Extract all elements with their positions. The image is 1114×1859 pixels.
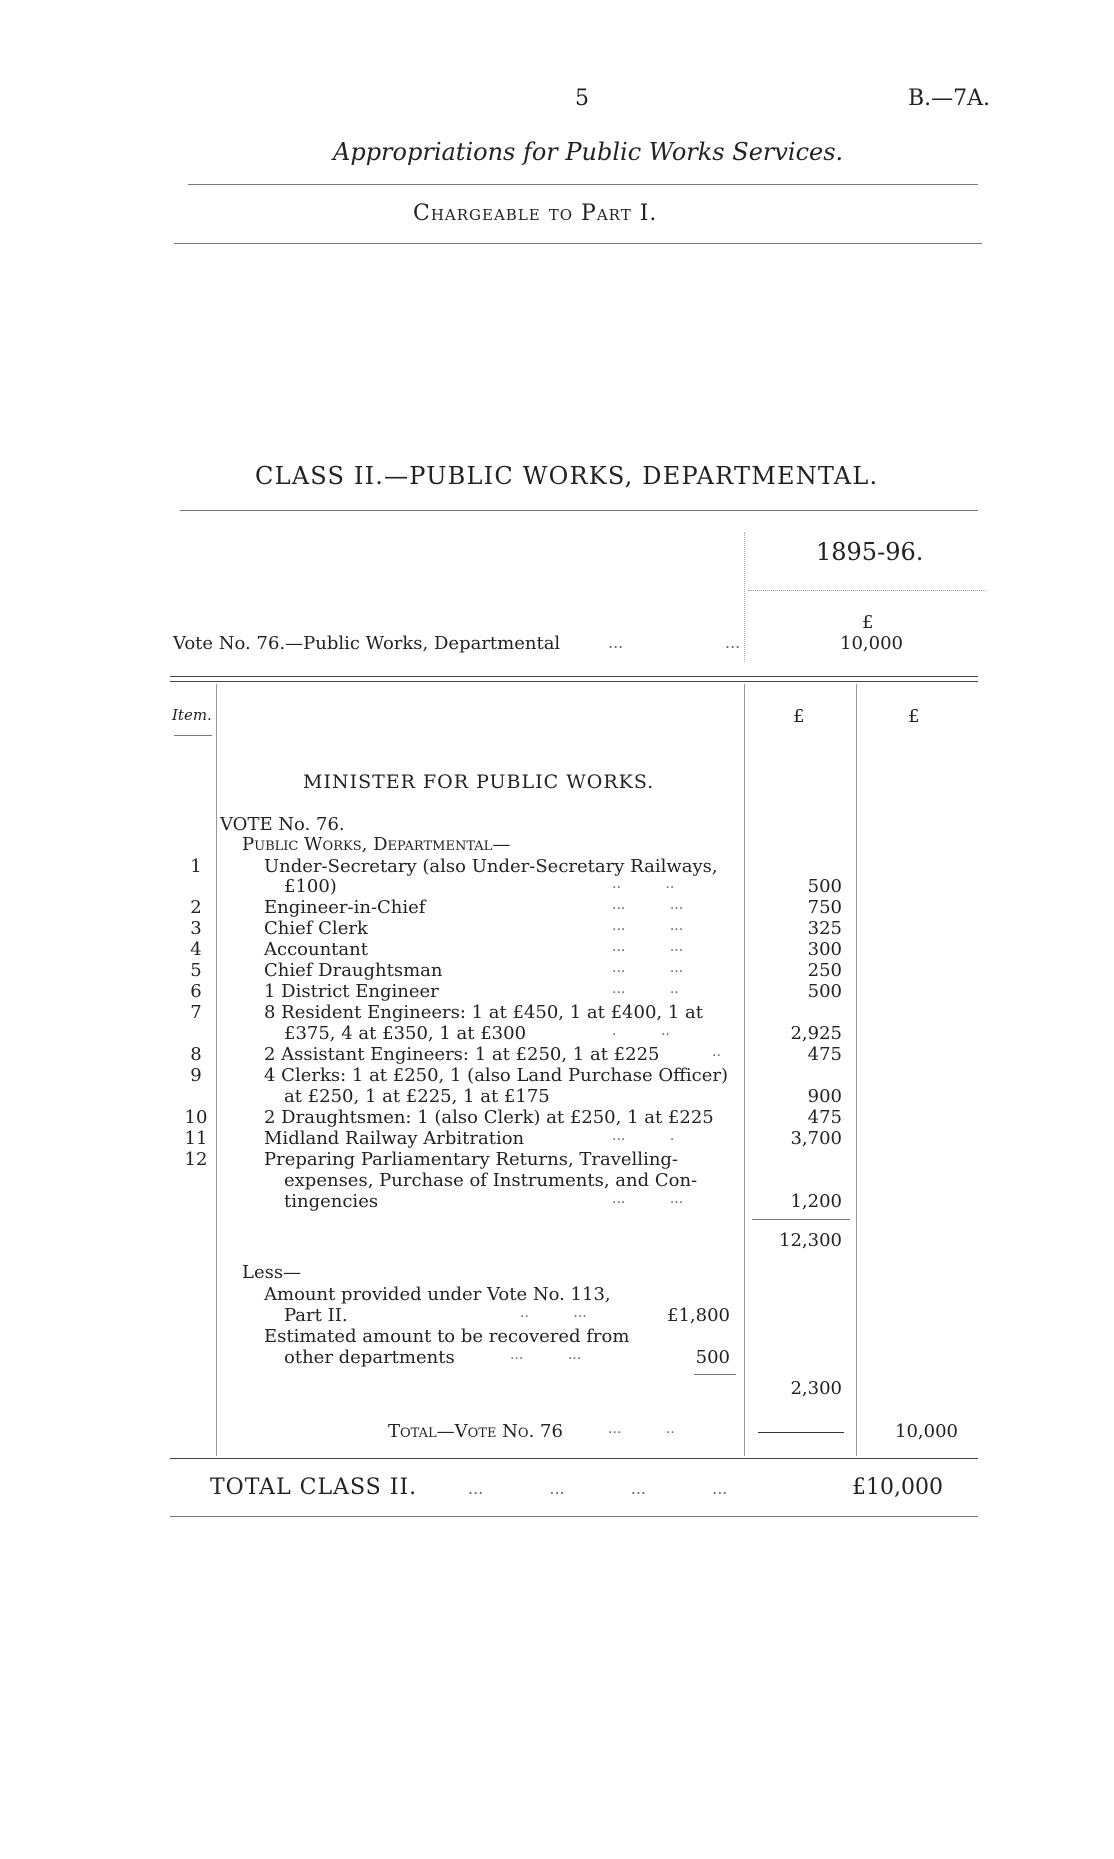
subtotal-amount: 12,300 [779,1230,842,1251]
item-description-cont: expenses, Purchase of Instruments, and Con- [284,1170,698,1191]
item-dots: ... ... [612,960,684,976]
less-amount: 500 [695,1347,730,1368]
financial-year: 1895-96. [816,538,924,566]
item-amount: 475 [807,1044,842,1065]
item-amount: 750 [807,897,842,918]
item-amount: 2,925 [790,1023,842,1044]
item-dots: ... ... [612,918,684,934]
item-description: Chief Draughtsman [264,960,443,981]
item-number: 9 [190,1065,202,1086]
vote-summary-dots: ... ... [608,633,741,652]
total-vote-amount: 10,000 [895,1421,958,1442]
item-description-cont: £375, 4 at £350, 1 at £300 [284,1023,527,1044]
item-number: 2 [190,897,202,918]
less-description: Amount provided under Vote No. 113, [264,1284,611,1305]
item-number: 4 [190,939,202,960]
item-dots: . .. [612,1023,670,1039]
item-description: Accountant [264,939,368,960]
chargeable-heading: Chargeable to Part I. [413,201,658,226]
subtotal-rule [752,1219,850,1220]
item-description: 2 Draughtsmen: 1 (also Clerk) at £250, 1 at £225 [264,1107,714,1128]
vote-number: VOTE No. 76. [220,814,345,835]
item-description-cont: tingencies [284,1191,379,1212]
item-amount: 500 [807,876,842,897]
item-dots: ... ... [612,1191,684,1207]
item-dots: ... .. [612,981,679,997]
vote-summary-label: Vote No. 76.—Public Works, Departmental [173,633,561,654]
table-col1-divider [744,684,745,1456]
class-total-amount: £10,000 [852,1475,943,1500]
class-heading: CLASS II.—PUBLIC WORKS, DEPARTMENTAL. [255,462,879,490]
document-reference: B.—7A. [908,86,991,111]
item-number: 8 [190,1044,202,1065]
item-description-cont: £100) [284,876,337,897]
item-number: 3 [190,918,202,939]
item-number: 6 [190,981,202,1002]
less-amount: £1,800 [667,1305,730,1326]
col2-currency: £ [908,706,920,727]
minister-heading: MINISTER FOR PUBLIC WORKS. [303,771,655,793]
less-description-cont: Part II. [284,1305,348,1326]
item-number: 11 [184,1128,208,1149]
table-top-rule-2 [170,681,978,682]
col1-currency: £ [793,706,805,727]
item-description: 4 Clerks: 1 at £250, 1 (also Land Purchase Officer) [264,1065,728,1086]
less-description: Estimated amount to be recovered from [264,1326,630,1347]
item-amount: 325 [807,918,842,939]
less-label: Less— [242,1262,302,1283]
item-amount: 900 [807,1086,842,1107]
vote-summary-currency: £ [862,612,874,633]
table-top-rule-1 [170,676,978,677]
year-divider [744,532,745,662]
table-item-divider [216,684,217,1456]
less-dots: ... ... [510,1347,582,1363]
item-number: 7 [190,1002,202,1023]
class-total-rule [170,1516,978,1517]
item-description: Midland Railway Arbitration [264,1128,525,1149]
item-amount: 300 [807,939,842,960]
class-total-dots: ... ... ... ... [468,1479,728,1498]
class-rule [180,510,978,511]
item-dots: .. .. [612,876,675,892]
item-dots: .. [712,1044,721,1060]
vote-summary-amount: 10,000 [840,633,903,654]
total-vote-rule [758,1432,844,1433]
total-vote-dots: ... .. [608,1421,675,1437]
item-number: 12 [184,1149,208,1170]
table-col2-divider [856,684,857,1456]
item-amount: 250 [807,960,842,981]
item-header: Item. [172,706,212,724]
header-rule-2 [174,243,982,244]
item-description: 1 District Engineer [264,981,439,1002]
item-amount: 1,200 [790,1191,842,1212]
item-description: Engineer-in-Chief [264,897,426,918]
table-bottom-rule [170,1458,978,1459]
item-description-cont: at £250, 1 at £225, 1 at £175 [284,1086,550,1107]
page-number: 5 [575,86,589,111]
item-amount: 500 [807,981,842,1002]
item-description: 2 Assistant Engineers: 1 at £250, 1 at £225 [264,1044,660,1065]
less-dots: .. ... [520,1305,587,1321]
item-dots: ... . [612,1128,675,1144]
item-header-rule [174,735,212,736]
item-description: Chief Clerk [264,918,368,939]
less-description-cont: other departments [284,1347,455,1368]
less-total: 2,300 [790,1378,842,1399]
item-amount: 3,700 [790,1128,842,1149]
heading-italic: Appropriations for Public Works Services. [333,138,844,166]
total-vote-label: Total—Vote No. 76 [388,1421,563,1442]
less-rule [694,1374,736,1375]
class-total-label: TOTAL CLASS II. [210,1475,418,1500]
item-description: Under-Secretary (also Under-Secretary Railways, [264,856,718,877]
item-number: 1 [190,856,202,877]
item-description: Preparing Parliamentary Returns, Travelling- [264,1149,679,1170]
item-dots: ... ... [612,897,684,913]
item-number: 10 [184,1107,208,1128]
item-number: 5 [190,960,202,981]
header-rule-1 [188,184,978,185]
item-description: 8 Resident Engineers: 1 at £450, 1 at £400, 1 at [264,1002,703,1023]
year-rule [748,590,986,591]
item-dots: ... ... [612,939,684,955]
item-amount: 475 [807,1107,842,1128]
subhead: Public Works, Departmental— [242,834,511,855]
